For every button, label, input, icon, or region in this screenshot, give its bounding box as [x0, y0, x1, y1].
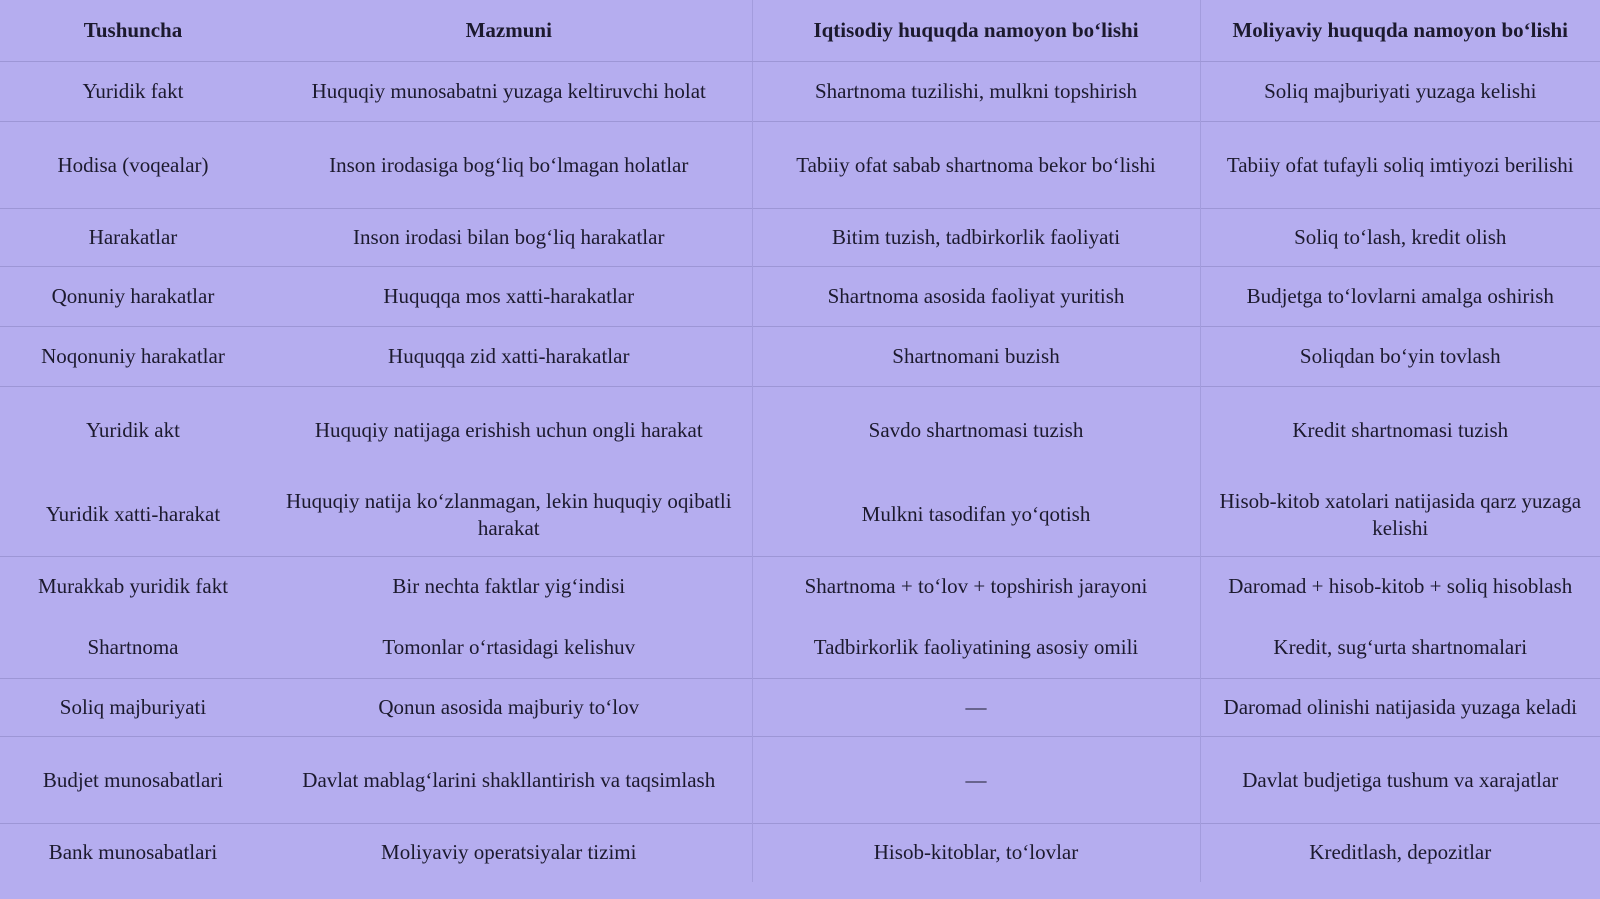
- cell-economic: Mulkni tasodifan yo‘qotish: [752, 474, 1200, 557]
- cell-content: Inson irodasi bilan bog‘liq harakatlar: [266, 209, 752, 267]
- cell-concept: Bank munosabatlari: [0, 824, 266, 882]
- cell-economic: Tabiiy ofat sabab shartnoma bekor bo‘lishi: [752, 122, 1200, 209]
- cell-concept: Budjet munosabatlari: [0, 737, 266, 824]
- cell-financial: Soliq majburiyati yuzaga kelishi: [1200, 62, 1600, 122]
- cell-content: Huquqiy natija ko‘zlanmagan, lekin huquqiy oqibatli harakat: [266, 474, 752, 557]
- cell-financial: Daromad + hisob-kitob + soliq hisoblash: [1200, 557, 1600, 617]
- cell-content: Huquqiy munosabatni yuzaga keltiruvchi holat: [266, 62, 752, 122]
- table-row: [0, 122, 1600, 209]
- cell-concept: Qonuniy harakatlar: [0, 267, 266, 327]
- cell-financial: Soliqdan bo‘yin tovlash: [1200, 327, 1600, 387]
- cell-financial: Daromad olinishi natijasida yuzaga keladi: [1200, 679, 1600, 737]
- cell-economic: —: [752, 737, 1200, 824]
- cell-economic: Shartnoma asosida faoliyat yuritish: [752, 267, 1200, 327]
- cell-concept: Harakatlar: [0, 209, 266, 267]
- cell-economic: —: [752, 679, 1200, 737]
- cell-financial: Tabiiy ofat tufayli soliq imtiyozi berilishi: [1200, 122, 1600, 209]
- table-row: [0, 737, 1600, 824]
- cell-content: Inson irodasiga bog‘liq bo‘lmagan holatlar: [266, 122, 752, 209]
- table-row: [0, 267, 1600, 327]
- table-row: [0, 679, 1600, 737]
- cell-financial: Kreditlash, depozitlar: [1200, 824, 1600, 882]
- cell-concept: Yuridik xatti-harakat: [0, 474, 266, 557]
- cell-economic: Bitim tuzish, tadbirkorlik faoliyati: [752, 209, 1200, 267]
- cell-economic: Shartnoma + to‘lov + topshirish jarayoni: [752, 557, 1200, 617]
- header-economic-law: Iqtisodiy huquqda namoyon bo‘lishi: [752, 0, 1200, 62]
- cell-content: Qonun asosida majburiy to‘lov: [266, 679, 752, 737]
- cell-concept: Murakkab yuridik fakt: [0, 557, 266, 617]
- cell-content: Moliyaviy operatsiyalar tizimi: [266, 824, 752, 882]
- cell-concept: Noqonuniy harakatlar: [0, 327, 266, 387]
- table-row: [0, 474, 1600, 557]
- cell-concept: Soliq majburiyati: [0, 679, 266, 737]
- table-row: [0, 387, 1600, 474]
- cell-content: Huquqiy natijaga erishish uchun ongli harakat: [266, 387, 752, 474]
- table-row: [0, 209, 1600, 267]
- cell-financial: Davlat budjetiga tushum va xarajatlar: [1200, 737, 1600, 824]
- cell-financial: Hisob-kitob xatolari natijasida qarz yuzaga kelishi: [1200, 474, 1600, 557]
- cell-financial: Kredit, sug‘urta shartnomalari: [1200, 617, 1600, 679]
- header-content: Mazmuni: [266, 0, 752, 62]
- cell-concept: Yuridik fakt: [0, 62, 266, 122]
- cell-content: Tomonlar o‘rtasidagi kelishuv: [266, 617, 752, 679]
- cell-financial: Budjetga to‘lovlarni amalga oshirish: [1200, 267, 1600, 327]
- table-header-row: [0, 0, 1600, 62]
- table-row: [0, 617, 1600, 679]
- cell-financial: Soliq to‘lash, kredit olish: [1200, 209, 1600, 267]
- cell-concept: Shartnoma: [0, 617, 266, 679]
- cell-financial: Kredit shartnomasi tuzish: [1200, 387, 1600, 474]
- cell-concept: Hodisa (voqealar): [0, 122, 266, 209]
- cell-content: Davlat mablag‘larini shakllantirish va taqsimlash: [266, 737, 752, 824]
- table-row: [0, 327, 1600, 387]
- cell-economic: Savdo shartnomasi tuzish: [752, 387, 1200, 474]
- table-row: [0, 824, 1600, 882]
- cell-economic: Shartnomani buzish: [752, 327, 1200, 387]
- cell-economic: Tadbirkorlik faoliyatining asosiy omili: [752, 617, 1200, 679]
- cell-content: Huquqqa zid xatti-harakatlar: [266, 327, 752, 387]
- cell-economic: Hisob-kitoblar, to‘lovlar: [752, 824, 1200, 882]
- header-financial-law: Moliyaviy huquqda namoyon bo‘lishi: [1200, 0, 1600, 62]
- table-row: [0, 557, 1600, 617]
- cell-economic: Shartnoma tuzilishi, mulkni topshirish: [752, 62, 1200, 122]
- header-concept: Tushuncha: [0, 0, 266, 62]
- cell-concept: Yuridik akt: [0, 387, 266, 474]
- table-row: [0, 62, 1600, 122]
- cell-content: Huquqqa mos xatti-harakatlar: [266, 267, 752, 327]
- cell-content: Bir nechta faktlar yig‘indisi: [266, 557, 752, 617]
